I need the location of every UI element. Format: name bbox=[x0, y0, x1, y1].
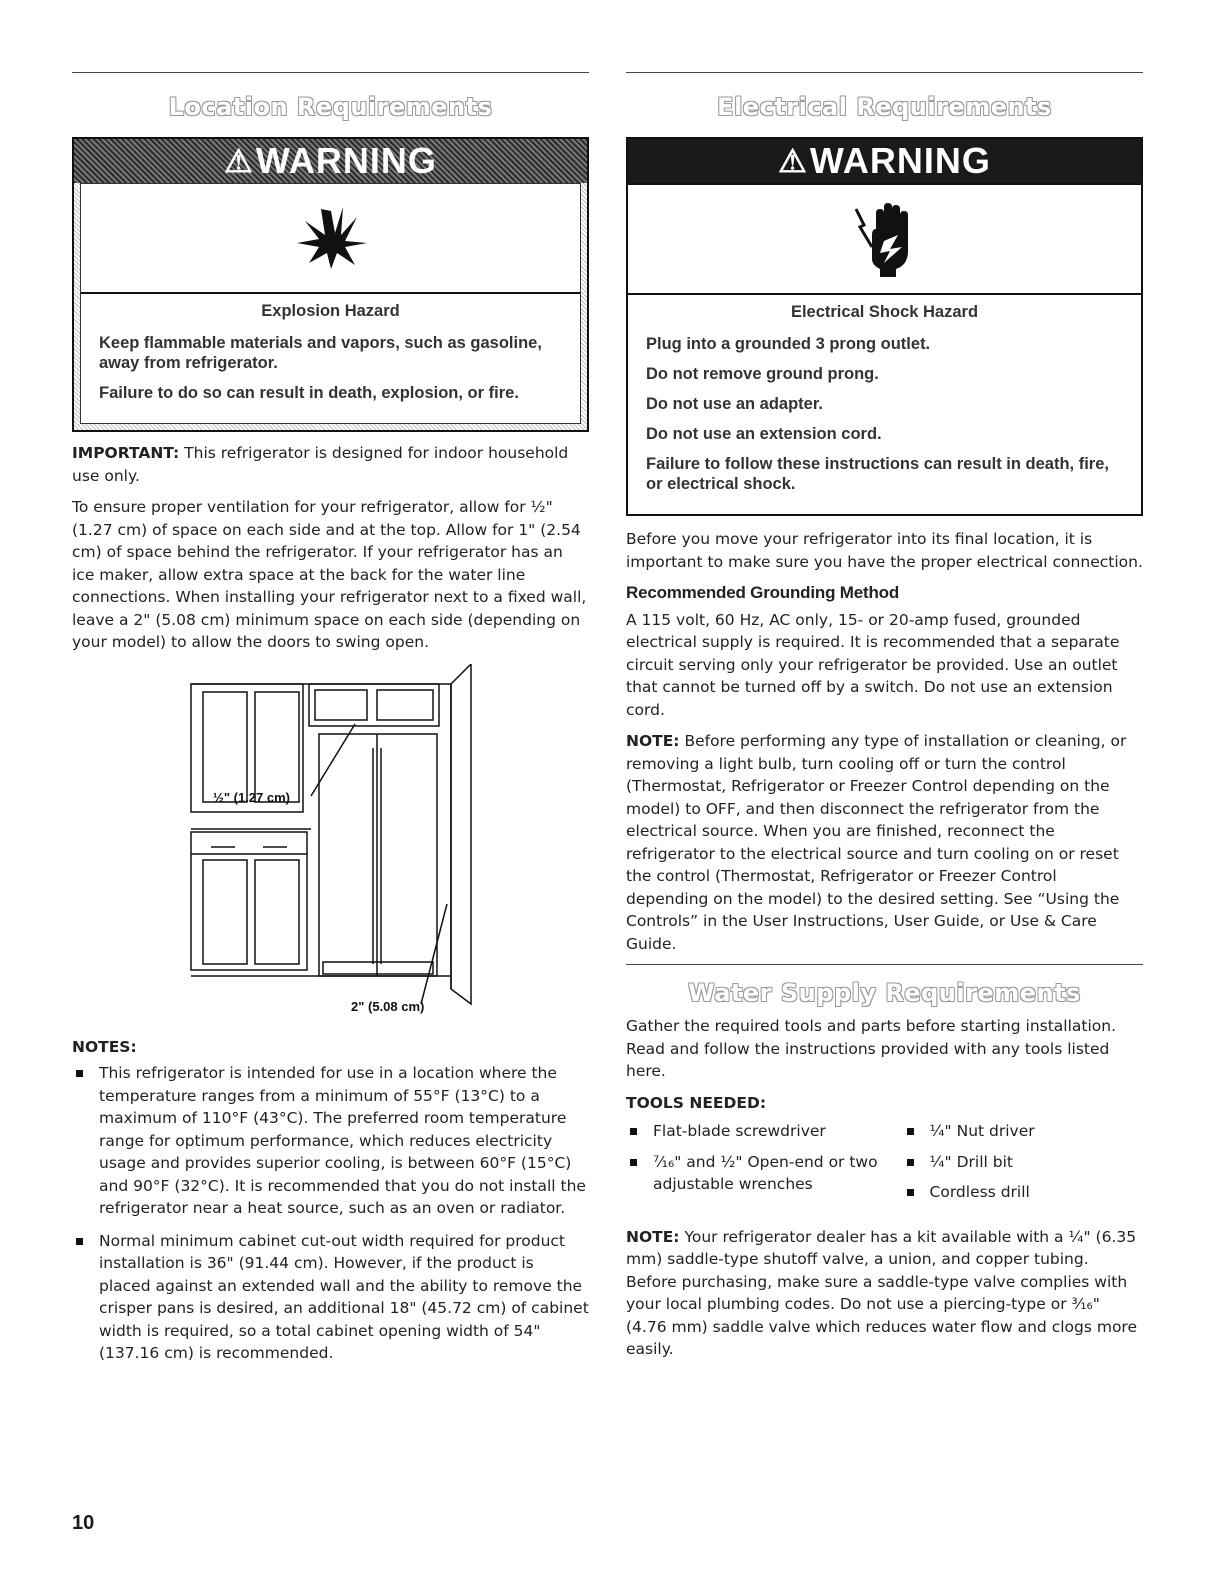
tool-name: Flat-blade screwdriver bbox=[653, 1122, 826, 1140]
tool-name: ¼" Drill bit bbox=[929, 1152, 1013, 1171]
note-text: Your refrigerator dealer has a kit available with a ¼" (6.35 mm) saddle-type shutoff valve, a union, and copper tubing. Before purchasing, make sure a saddle-type valve complies with your local plumbing codes. Do not use a piercing-type or ³⁄₁₆" (4.76 mm) saddle valve which reduces water flow and clogs more easily. bbox=[626, 1227, 1137, 1358]
list-item bbox=[626, 1151, 903, 1196]
tool-name: ¼" Nut driver bbox=[929, 1122, 1035, 1140]
ventilation-paragraph: To ensure proper ventilation for your refrigerator, allow for ½" (1.27 cm) of space on each side and at the top. Allow for 1" (2.54 cm) of space behind the refrigerator. If your refrigerator has an ice maker, allow extra space at the back for the water line connections. When installing your refrigerator next to a fixed wall, leave a 2" (5.08 cm) minimum space on each side (depending on your model) to allow the doors to swing open. bbox=[72, 498, 587, 651]
warning-header bbox=[74, 139, 587, 183]
tools-heading: TOOLS NEEDED: bbox=[626, 1093, 767, 1112]
top-rule bbox=[626, 72, 1143, 73]
warning-line: Do not use an extension cord. bbox=[646, 425, 882, 443]
tools-list bbox=[626, 1120, 1143, 1212]
top-rule bbox=[72, 72, 589, 73]
bullet-icon bbox=[76, 1238, 83, 1245]
top-gap-label: ½" (1.27 cm) bbox=[212, 789, 290, 805]
warning-triangle-icon: ⚠ bbox=[224, 143, 254, 179]
list-item bbox=[903, 1181, 1143, 1204]
water-body bbox=[626, 1015, 1143, 1361]
bullet-icon bbox=[907, 1189, 914, 1196]
notes-heading: NOTES: bbox=[72, 1037, 137, 1056]
important-text: This refrigerator is designed for indoor household use only. bbox=[72, 444, 569, 485]
section-rule bbox=[626, 964, 1143, 965]
bullet-icon bbox=[907, 1128, 914, 1135]
warning-header bbox=[628, 139, 1141, 185]
explosion-icon bbox=[81, 184, 580, 294]
list-item bbox=[72, 1062, 589, 1220]
water-intro: Gather the required tools and parts before starting installation. Read and follow the instructions provided with any tools listed here. bbox=[626, 1017, 1117, 1080]
important-paragraph bbox=[72, 442, 589, 487]
electrical-note-paragraph bbox=[626, 730, 1143, 955]
warning-label: WARNING bbox=[809, 140, 991, 181]
warning-line: Keep flammable materials and vapors, such as gasoline, away from refrigerator. bbox=[99, 334, 542, 372]
location-body bbox=[72, 442, 589, 654]
warning-line: Failure to follow these instructions can result in death, fire, or electrical shock. bbox=[646, 455, 1109, 493]
shock-warning-box bbox=[626, 137, 1143, 516]
bullet-icon bbox=[630, 1159, 637, 1166]
list-item bbox=[72, 1230, 589, 1365]
tool-name: ⁷⁄₁₆" and ½" Open-end or two adjustable wrenches bbox=[653, 1152, 878, 1193]
electrical-requirements-column bbox=[626, 72, 1143, 1370]
electrical-requirements-title: Electrical Requirements bbox=[717, 93, 1052, 121]
side-gap-label: 2" (5.08 cm) bbox=[350, 998, 424, 1014]
electrical-body bbox=[626, 528, 1143, 955]
note-text: Before performing any type of installation or cleaning, or removing a light bulb, turn cooling off or turn the control (Thermostat, Refrigerator or Freezer Control depending on the model) to OFF, and then disconnect the refrigerator from the electrical source. When you are finished, reconnect the refrigerator to the electrical source and turn cooling on or reset the control (Thermostat, Refrigerator or Freezer Control depending on the model) to the desired setting. See “Using the Controls” in the User Instructions, User Guide, or Use & Care Guide. bbox=[626, 732, 1127, 953]
explosion-warning-box bbox=[72, 137, 589, 432]
grounding-paragraph: A 115 volt, 60 Hz, AC only, 15- or 20-amp fused, grounded electrical supply is required. It is recommended that a separate circuit serving only your refrigerator be provided. Use an outlet that cannot be turned off by a switch. Do not use an extension cord. bbox=[626, 610, 1120, 719]
water-supply-title: Water Supply Requirements bbox=[688, 979, 1081, 1007]
note-label: NOTE: bbox=[626, 732, 680, 750]
location-requirements-title: Location Requirements bbox=[168, 93, 493, 121]
warning-line: Failure to do so can result in death, explosion, or fire. bbox=[99, 384, 519, 402]
warning-label: WARNING bbox=[255, 140, 437, 181]
shock-hazard-title: Electrical Shock Hazard bbox=[790, 303, 979, 321]
water-note-paragraph bbox=[626, 1226, 1143, 1361]
bullet-icon bbox=[630, 1128, 637, 1135]
warning-triangle-icon: ⚠ bbox=[778, 143, 808, 179]
list-item bbox=[626, 1120, 903, 1143]
electric-shock-hand-icon bbox=[628, 185, 1141, 295]
electrical-intro: Before you move your refrigerator into its final location, it is important to make sure you have the proper electrical connection. bbox=[626, 530, 1143, 571]
bullet-icon bbox=[907, 1159, 914, 1166]
clearance-diagram-svg bbox=[151, 664, 511, 1024]
note-text: This refrigerator is intended for use in a location where the temperature ranges from a minimum of 55°F (13°C) to a maximum of 110°F (43°C). The preferred room temperature range for optimum performance, which reduces electricity usage and provides superior cooling, is between 60°F (15°C) and 90°F (32°C). It is recommended that you do not install the refrigerator near a heat source, such as an oven or radiator. bbox=[99, 1064, 586, 1217]
list-item bbox=[903, 1151, 1143, 1174]
note-label: NOTE: bbox=[626, 1227, 680, 1246]
bullet-icon bbox=[76, 1070, 83, 1077]
note-text: Normal minimum cabinet cut-out width required for product installation is 36" (91.44 cm). However, if the product is placed against an extended wall and the ability to remove the crisper pans is desired, an additional 18" (45.72 cm) of cabinet width is required, so a total cabinet opening width of 54" (137.16 cm) is recommended. bbox=[99, 1231, 589, 1362]
refrigerator-clearance-diagram bbox=[151, 664, 511, 1024]
warning-line: Do not use an adapter. bbox=[646, 395, 823, 413]
important-label: IMPORTANT: bbox=[72, 444, 180, 462]
grounding-heading: Recommended Grounding Method bbox=[626, 583, 900, 602]
list-item bbox=[903, 1120, 1143, 1143]
page-number: 10 bbox=[72, 1512, 95, 1534]
warning-line: Do not remove ground prong. bbox=[646, 365, 879, 383]
tool-name: Cordless drill bbox=[929, 1183, 1030, 1201]
explosion-hazard-title: Explosion Hazard bbox=[261, 302, 400, 320]
warning-line: Plug into a grounded 3 prong outlet. bbox=[646, 335, 931, 353]
notes-section bbox=[72, 1036, 589, 1365]
location-requirements-column bbox=[72, 72, 589, 1375]
